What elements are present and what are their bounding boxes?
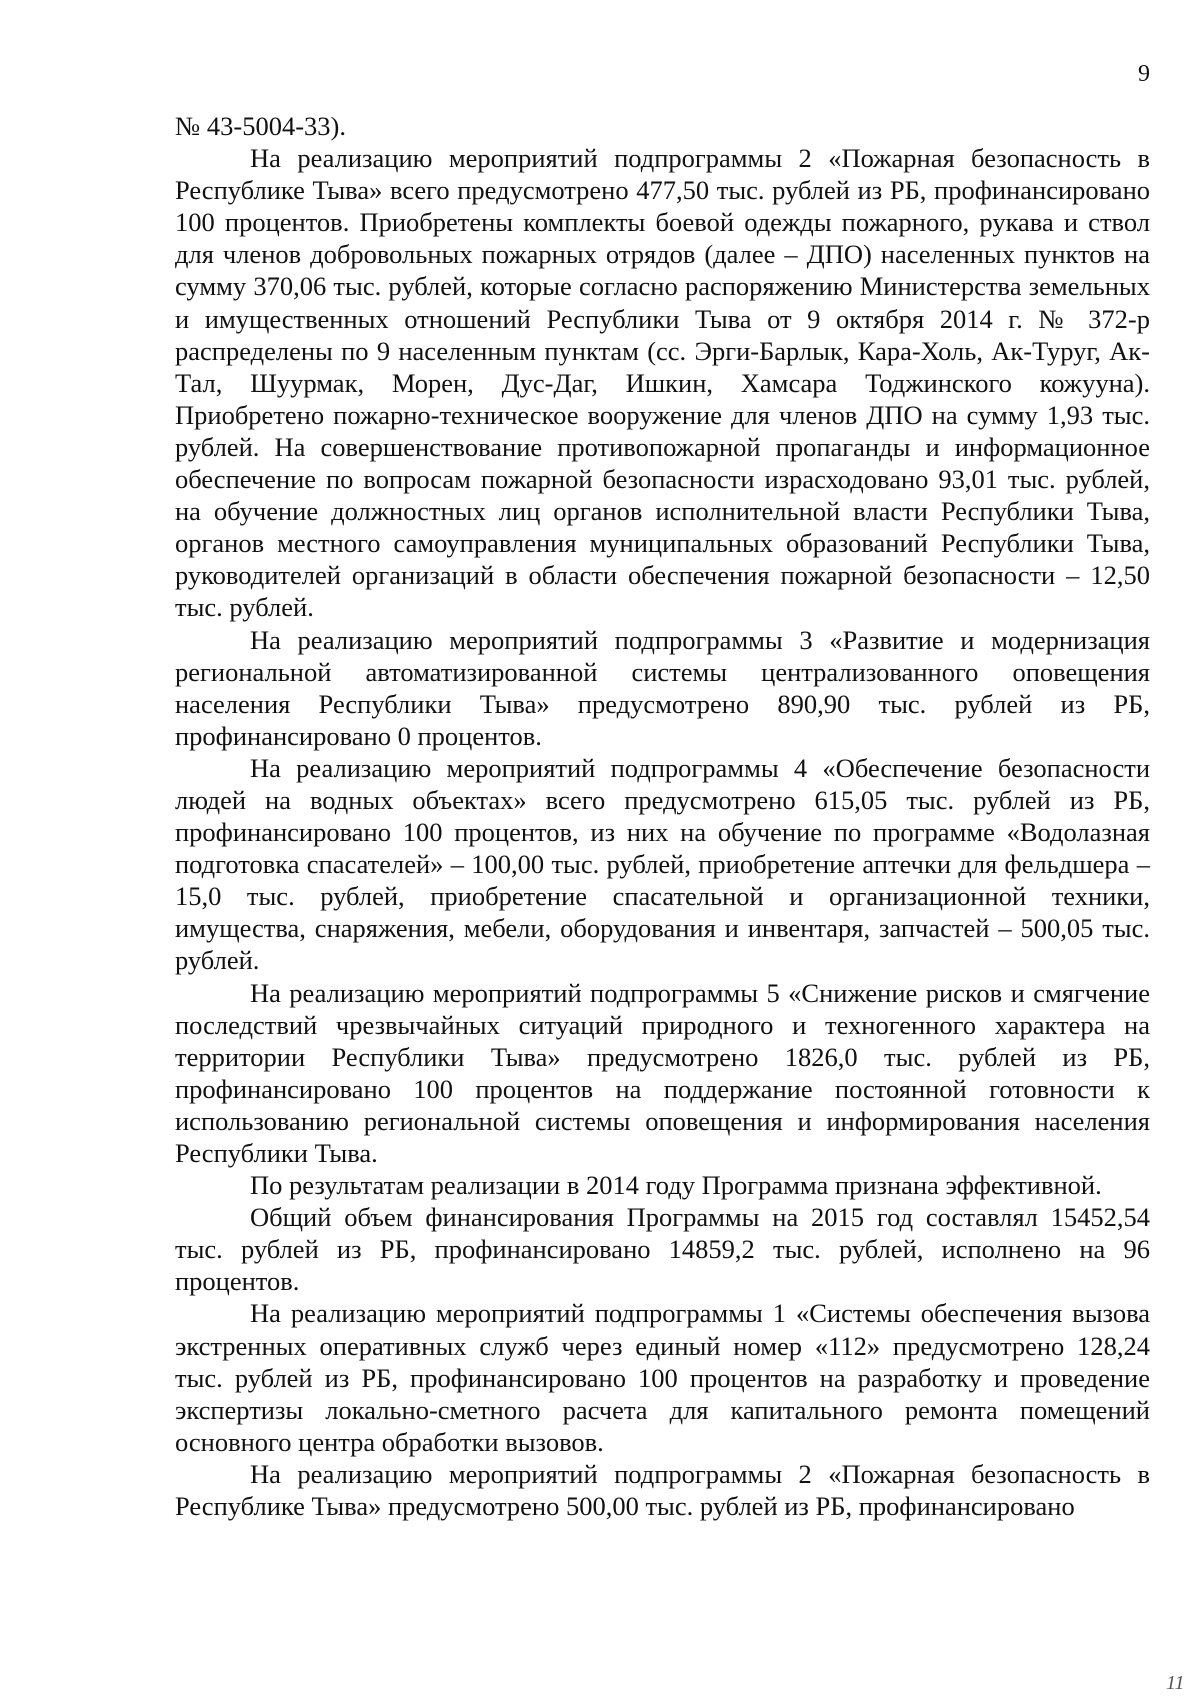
paragraph-continuation: № 43-5004-33). (175, 111, 347, 141)
paragraph-subprogram-2-2014: На реализацию мероприятий подпрограммы 2 «Пожарная безопасность в Республике Тыва» всего предусмотрено 477,50 тыс. рублей из РБ, профинансировано 100 процентов. Приобретены комплекты боевой одежды пожарного, рукава и ствол для членов добровольных пожарных отрядов (далее – ДПО) населенных пунктов на сумму 370,06 тыс. рублей, которые согласно распоряжению Министерства земельных и имущественных отношений Республики Тыва от 9 октября 2014 г. № 372-р распределены по 9 населенным пунктам (сс. Эрги-Барлык, Кара-Холь, Ак-Туруг, Ак-Тал, Шуурмак, Морен, Дус-Даг, Ишкин, Хамсара Тоджинского кожууна). Приобретено пожарно-техническое вооружение для членов ДПО на сумму 1,93 тыс. рублей. На совершенствование противопожарной пропаганды и информационное обеспечение по вопросам пожарной безопасности израсходовано 93,01 тыс. рублей, на обучение должностных лиц органов исполнительной власти Республики Тыва, органов местного самоуправления муниципальных образований Республики Тыва, руководителей организаций в области обеспечения пожарной безопасности – 12,50 тыс. рублей. (175, 143, 1150, 623)
page-number: 9 (1138, 61, 1150, 87)
paragraph-subprogram-5-2014: На реализацию мероприятий подпрограммы 5 «Снижение рисков и смягчение последствий чрезвычайных ситуаций природного и техногенного характера на территории Республики Тыва» предусмотрено 1826,0 тыс. рублей из РБ, профинансировано 100 процентов на поддержание постоянной готовности к использованию региональной системы оповещения и информирования населения Республики Тыва. (175, 977, 1150, 1168)
paragraph-subprogram-1-2015: На реализацию мероприятий подпрограммы 1 «Системы обеспечения вызова экстренных оперативных служб через единый номер «112» предусмотрено 128,24 тыс. рублей из РБ, профинансировано 100 процентов на разработку и проведение экспертизы локально-сметного расчета для капитального ремонта помещений основного центра обработки вызовов. (175, 1298, 1150, 1457)
document-body (175, 110, 1150, 1522)
paragraph-results-2014: По результатам реализации в 2014 году Программа признана эффективной. (250, 1170, 1102, 1201)
paragraph-subprogram-2-2015: На реализацию мероприятий подпрограммы 2 «Пожарная безопасность в Республике Тыва» предусмотрено 500,00 тыс. рублей из РБ, профинансировано (175, 1458, 1150, 1522)
paragraph-subprogram-4-2014: На реализацию мероприятий подпрограммы 4 «Обеспечение безопасности людей на водных объектах» всего предусмотрено 615,05 тыс. рублей из РБ, профинансировано 100 процентов, из них на обучение по программе «Водолазная подготовка спасателей» – 100,00 тыс. рублей, приобретение аптечки для фельдшера – 15,0 тыс. рублей, приобретение спасательной и организационной техники, имущества, снаряжения, мебели, оборудования и инвентаря, запчастей – 500,05 тыс. рублей. (175, 752, 1150, 976)
paragraph-subprogram-3-2014: На реализацию мероприятий подпрограммы 3 «Развитие и модернизация региональной автоматизированной системы централизованного оповещения населения Республики Тыва» предусмотрено 890,90 тыс. рублей из РБ, профинансировано 0 процентов. (175, 624, 1150, 751)
paragraph-financing-2015: Общий объем финансирования Программы на 2015 год составлял 15452,54 тыс. рублей из РБ, профинансировано 14859,2 тыс. рублей, исполнено на 96 процентов. (175, 1202, 1150, 1297)
handwritten-page-mark: 11 (1166, 1672, 1185, 1694)
